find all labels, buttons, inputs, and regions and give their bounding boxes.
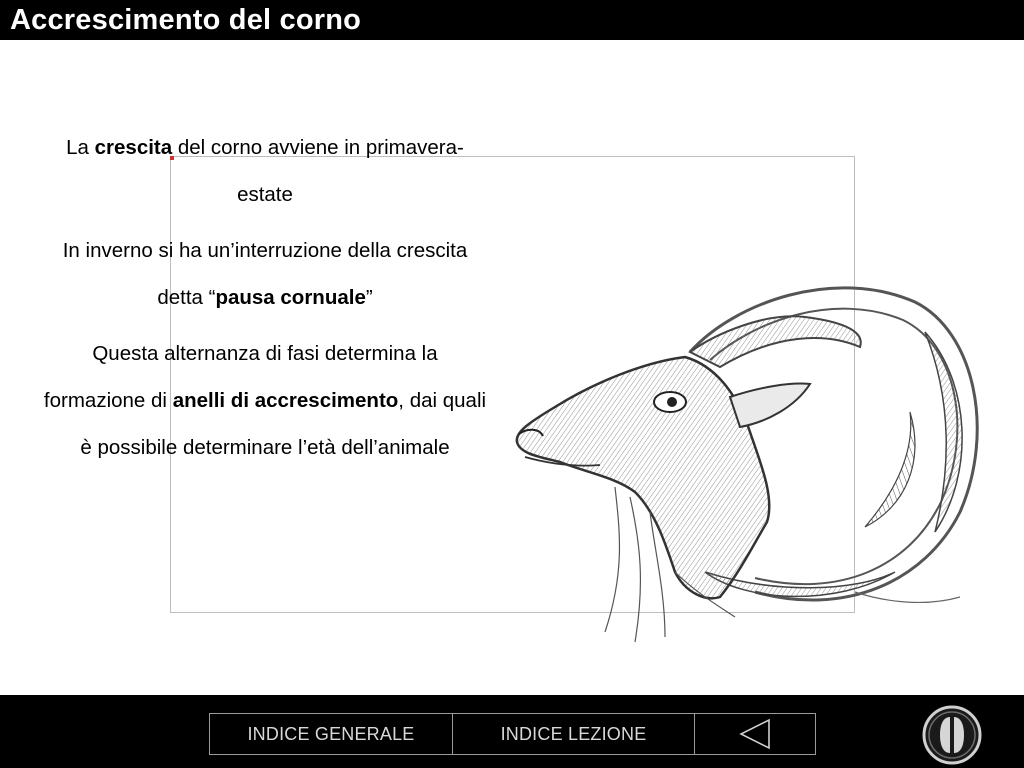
keyword-crescita: crescita xyxy=(94,136,173,159)
lesson-index-button[interactable]: INDICE LEZIONE xyxy=(452,714,694,754)
paragraph-growth: La crescita del corno avviene in primavera-estate xyxy=(66,136,464,206)
paragraph-rings: Questa alternanza di fasi determina la formazione di anelli di accrescimento, dai quali è possibile determinare l’età dell’animale xyxy=(43,342,487,459)
keyword-anelli-di-accrescimento: anelli di accrescimento xyxy=(172,389,399,412)
paragraph-winter: In inverno si ha un’interruzione della crescita detta “pausa cornuale” xyxy=(62,239,468,309)
nav-button-group xyxy=(209,713,816,755)
general-index-button[interactable]: INDICE GENERALE xyxy=(247,723,415,744)
keyword-pausa-cornuale: pausa cornuale xyxy=(215,286,366,309)
back-button[interactable] xyxy=(694,714,815,754)
lesson-text xyxy=(40,124,490,480)
title-bar xyxy=(0,0,1024,40)
triangle-left-icon xyxy=(738,718,772,750)
page-title: Accrescimento del corno xyxy=(10,4,362,36)
goat-head-illustration xyxy=(505,272,985,652)
hoof-print-icon[interactable] xyxy=(920,703,984,767)
